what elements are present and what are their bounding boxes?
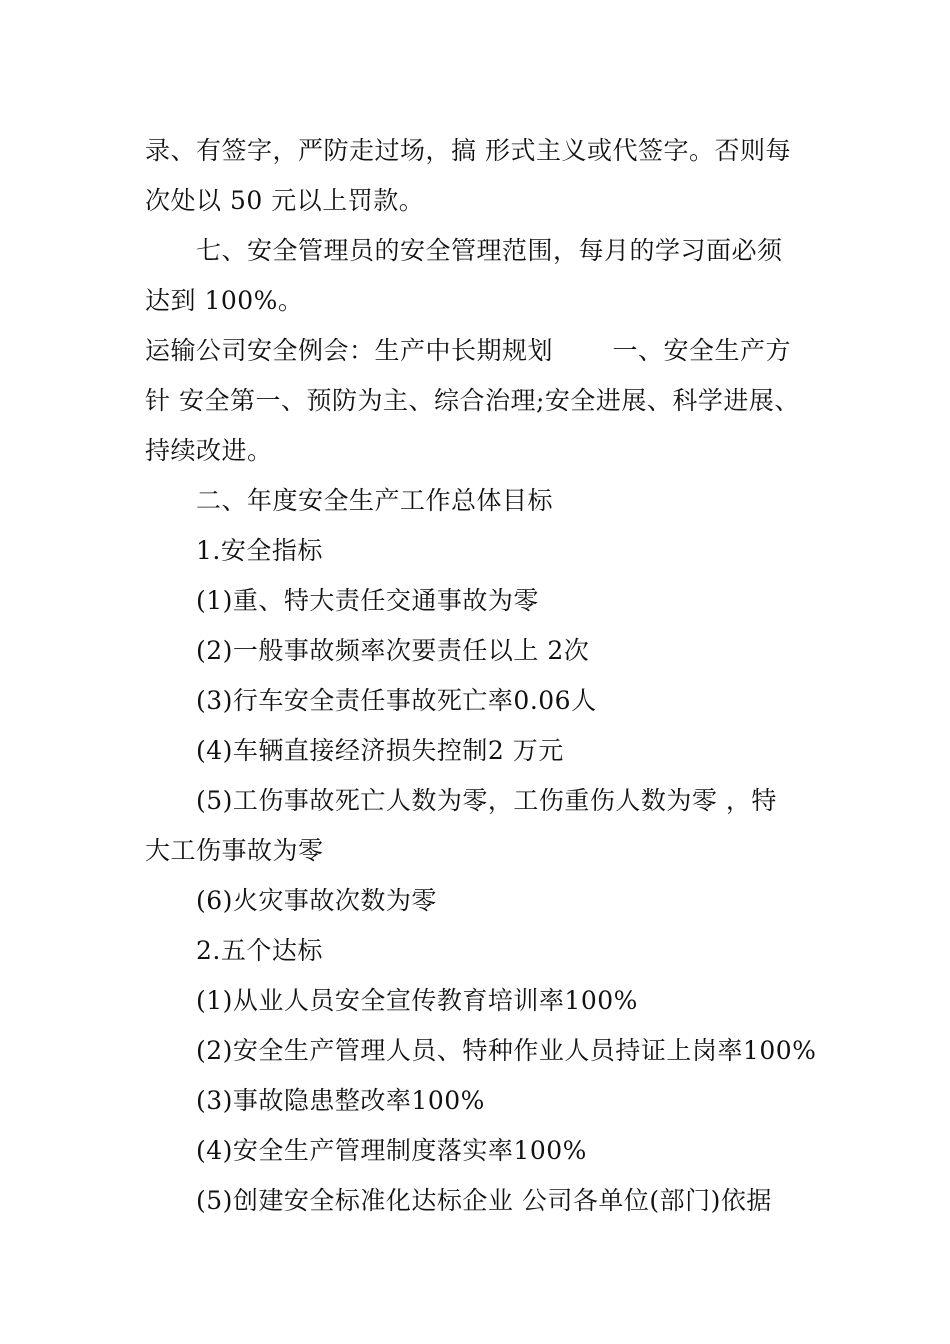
- text-line-3: 七、安全管理员的安全管理范围，每月的学习面必须: [196, 236, 783, 265]
- text-line-8: 二、年度安全生产工作总体目标: [196, 486, 554, 515]
- text-line-19: (2)安全生产管理人员、特种作业人员持证上岗率100%: [196, 1036, 817, 1065]
- text-line-2: 次处以 50 元以上罚款。: [145, 186, 425, 215]
- text-line-6: 针 安全第一、预防为主、综合治理;安全进展、科学进展、: [145, 386, 800, 415]
- text-line-7: 持续改进。: [145, 436, 273, 465]
- text-line-1: 录、有签字，严防走过场，搞 形式主义或代签字。否则每: [145, 136, 791, 165]
- text-line-12: (3)行车安全责任事故死亡率0.06人: [196, 686, 597, 715]
- text-line-16: (6)火灾事故次数为零: [196, 886, 437, 915]
- text-line-22: (5)创建安全标准化达标企业 公司各单位(部门)依据: [196, 1186, 772, 1215]
- text-line-20: (3)事故隐患整改率100%: [196, 1086, 485, 1115]
- text-line-5: 运输公司安全例会：生产中长期规划 一、安全生产方: [145, 336, 791, 365]
- text-line-17: 2.五个达标: [196, 936, 323, 965]
- text-line-18: (1)从业人员安全宣传教育培训率100%: [196, 986, 638, 1015]
- text-line-9: 1.安全指标: [196, 536, 323, 565]
- text-line-21: (4)安全生产管理制度落实率100%: [196, 1136, 587, 1165]
- text-line-10: (1)重、特大责任交通事故为零: [196, 586, 539, 615]
- text-line-13: (4)车辆直接经济损失控制2 万元: [196, 736, 564, 765]
- text-line-11: (2)一般事故频率次要责任以上 2次: [196, 636, 590, 665]
- text-line-15: 大工伤事故为零: [145, 836, 324, 865]
- text-line-4: 达到 100%。: [145, 286, 304, 315]
- text-line-14: (5)工伤事故死亡人数为零，工伤重伤人数为零 ，特: [196, 786, 777, 815]
